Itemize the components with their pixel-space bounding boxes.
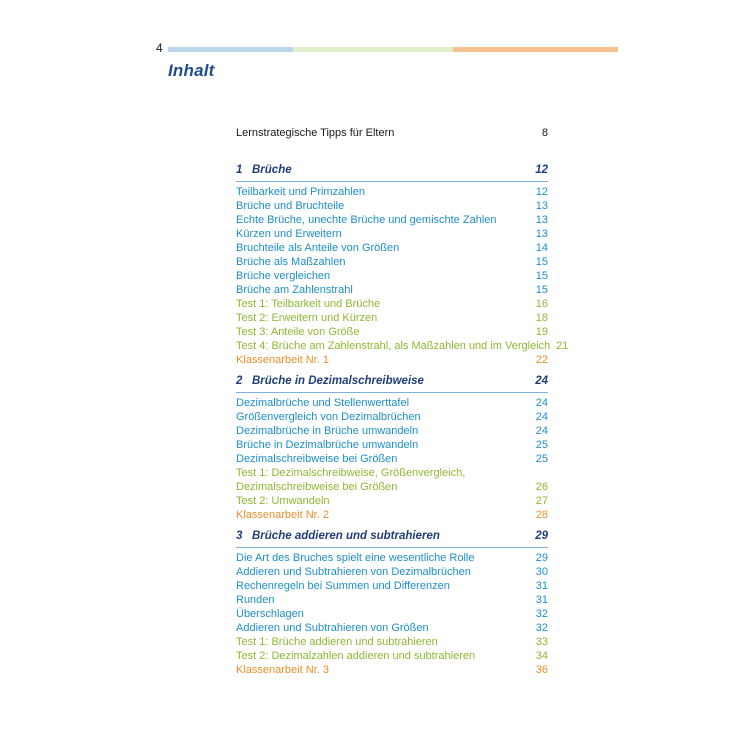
chapter-section (236, 373, 548, 522)
toc-entry-label: Test 2: Dezimalzahlen addieren und subtrahieren (236, 650, 476, 662)
toc-entry-page: 16 (535, 298, 548, 310)
header-bar-blue (168, 47, 293, 52)
toc-entry-label: Test 2: Erweitern und Kürzen (236, 312, 378, 324)
chapter-number: 3 (236, 530, 243, 542)
chapter-title: Brüche in Dezimalschreibweise (252, 375, 424, 387)
toc-entry-page: 31 (535, 580, 548, 592)
toc-entry[interactable] (236, 508, 548, 522)
toc-entry-label: Test 4: Brüche am Zahlenstrahl, als Maßzahlen und im Vergleich (236, 340, 551, 352)
toc-entry-label: Runden (236, 594, 275, 606)
toc-entry[interactable] (236, 199, 548, 213)
toc-entry-page: 24 (535, 425, 548, 437)
chapter-title: Brüche addieren und subtrahieren (252, 530, 440, 542)
toc-entry[interactable] (236, 185, 548, 199)
toc-entry-page: 22 (535, 354, 548, 366)
toc-entry-page: 15 (535, 256, 548, 268)
toc-entry[interactable] (236, 438, 548, 452)
toc-entry-label: Brüche vergleichen (236, 270, 331, 282)
toc-entry-page: 24 (535, 411, 548, 423)
toc-entry-label: Test 2: Umwandeln (236, 495, 330, 507)
toc-entry[interactable] (236, 452, 548, 466)
toc-entry-label: Klassenarbeit Nr. 3 (236, 664, 329, 676)
toc-entry[interactable] (236, 241, 548, 255)
toc-entry-label: Rechenregeln bei Summen und Differenzen (236, 580, 450, 592)
toc-entry-page: 13 (535, 214, 548, 226)
chapter-title-group (236, 373, 424, 389)
toc-entry[interactable] (236, 396, 548, 410)
toc-entry-label: Test 1: Brüche addieren und subtrahieren (236, 636, 438, 648)
chapter-heading (236, 528, 548, 548)
toc-entry-label: Bruchteile als Anteile von Größen (236, 242, 400, 254)
toc-entry-label: Test 1: Teilbarkeit und Brüche (236, 298, 381, 310)
toc-entry[interactable] (236, 325, 548, 339)
toc-entry-page: 12 (535, 186, 548, 198)
header-bar-orange (453, 47, 618, 52)
toc-entry-label: Dezimalschreibweise bei Größen (236, 453, 398, 465)
chapter-section (236, 528, 548, 677)
chapter-section (236, 162, 569, 367)
toc-entry-label: Teilbarkeit und Primzahlen (236, 186, 366, 198)
toc-entry-page: 25 (535, 439, 548, 451)
toc-entry-page: 13 (535, 200, 548, 212)
toc-entry[interactable] (236, 297, 548, 311)
toc-entry-label: Größenvergleich von Dezimalbrüchen (236, 411, 421, 423)
table-of-contents (236, 126, 569, 683)
toc-entry-page: 30 (535, 566, 548, 578)
toc-entry-label: Dezimalbrüche in Brüche umwandeln (236, 425, 419, 437)
toc-entry-page: 15 (535, 284, 548, 296)
toc-entry-page: 25 (535, 453, 548, 465)
toc-entry[interactable] (236, 607, 548, 621)
toc-entry[interactable] (236, 663, 548, 677)
chapter-number: 1 (236, 164, 243, 176)
chapter-page: 24 (535, 375, 548, 387)
toc-entry[interactable] (236, 410, 548, 424)
toc-entry-label: Test 3: Anteile von Größe (236, 326, 360, 338)
chapter-number: 2 (236, 375, 243, 387)
toc-entry-page: 24 (535, 397, 548, 409)
toc-entry-page: 29 (535, 552, 548, 564)
toc-entry-page: 32 (535, 608, 548, 620)
toc-entry-page: 14 (535, 242, 548, 254)
toc-entry-label: Klassenarbeit Nr. 1 (236, 354, 329, 366)
toc-entry-label: Brüche am Zahlenstrahl (236, 284, 353, 296)
toc-entry[interactable] (236, 579, 548, 593)
toc-entry-label: Echte Brüche, unechte Brüche und gemischte Zahlen (236, 214, 497, 226)
toc-intro-label: Lernstrategische Tipps für Eltern (236, 127, 395, 139)
toc-entry-label: Brüche als Maßzahlen (236, 256, 346, 268)
toc-entry[interactable] (236, 466, 548, 480)
toc-entry-page: 33 (535, 636, 548, 648)
toc-entry-label: Klassenarbeit Nr. 2 (236, 509, 329, 521)
chapter-page: 29 (535, 530, 548, 542)
toc-entry-label: Addieren und Subtrahieren von Dezimalbrüchen (236, 566, 471, 578)
toc-entry[interactable] (236, 339, 569, 353)
page-number: 4 (156, 41, 163, 55)
toc-entry[interactable] (236, 213, 548, 227)
toc-entry-label: Brüche und Bruchteile (236, 200, 345, 212)
toc-entry-page: 18 (535, 312, 548, 324)
toc-intro-page: 8 (541, 127, 548, 139)
toc-entry-label: Dezimalschreibweise bei Größen (236, 481, 398, 493)
toc-entry-page: 26 (535, 481, 548, 493)
toc-entry-page: 32 (535, 622, 548, 634)
toc-entry-label: Test 1: Dezimalschreibweise, Größenvergleich, (236, 467, 466, 479)
page-title: Inhalt (168, 61, 215, 80)
toc-entry[interactable] (236, 283, 548, 297)
header-color-bar (168, 47, 618, 52)
chapter-heading (236, 162, 548, 182)
toc-entry[interactable] (236, 255, 548, 269)
toc-entry-page (530, 466, 548, 480)
toc-entry-page: 28 (535, 509, 548, 521)
toc-entry[interactable] (236, 311, 548, 325)
toc-entry-page: 19 (535, 326, 548, 338)
toc-entry-label: Kürzen und Erweitern (236, 228, 342, 240)
toc-entry-page: 15 (535, 270, 548, 282)
toc-entry-label: Überschlagen (236, 608, 304, 620)
chapter-title-group (236, 528, 440, 544)
toc-entry[interactable] (236, 424, 548, 438)
toc-entry[interactable] (236, 227, 548, 241)
toc-intro-row (236, 126, 548, 140)
toc-entry[interactable] (236, 480, 548, 494)
toc-entry-label: Die Art des Bruches spielt eine wesentliche Rolle (236, 552, 475, 564)
toc-entry-page: 31 (535, 594, 548, 606)
toc-entry-label: Addieren und Subtrahieren von Größen (236, 622, 429, 634)
chapter-list (236, 162, 569, 677)
toc-entry-label: Dezimalbrüche und Stellenwerttafel (236, 397, 410, 409)
toc-entry-page: 36 (535, 664, 548, 676)
header-bar-green (293, 47, 453, 52)
toc-entry[interactable] (236, 565, 548, 579)
toc-entry-page: 34 (535, 650, 548, 662)
toc-entry[interactable] (236, 551, 548, 565)
toc-entry[interactable] (236, 635, 548, 649)
chapter-title-group (236, 162, 292, 178)
toc-entry-page: 21 (556, 340, 569, 352)
toc-entry[interactable] (236, 494, 548, 508)
toc-entry[interactable] (236, 621, 548, 635)
toc-entry[interactable] (236, 353, 548, 367)
chapter-title: Brüche (252, 164, 292, 176)
toc-entry[interactable] (236, 593, 548, 607)
toc-entry-label: Brüche in Dezimalbrüche umwandeln (236, 439, 419, 451)
toc-entry[interactable] (236, 649, 548, 663)
chapter-heading (236, 373, 548, 393)
toc-entry-page: 13 (535, 228, 548, 240)
toc-entry[interactable] (236, 269, 548, 283)
chapter-page: 12 (535, 164, 548, 176)
toc-entry-page: 27 (535, 495, 548, 507)
